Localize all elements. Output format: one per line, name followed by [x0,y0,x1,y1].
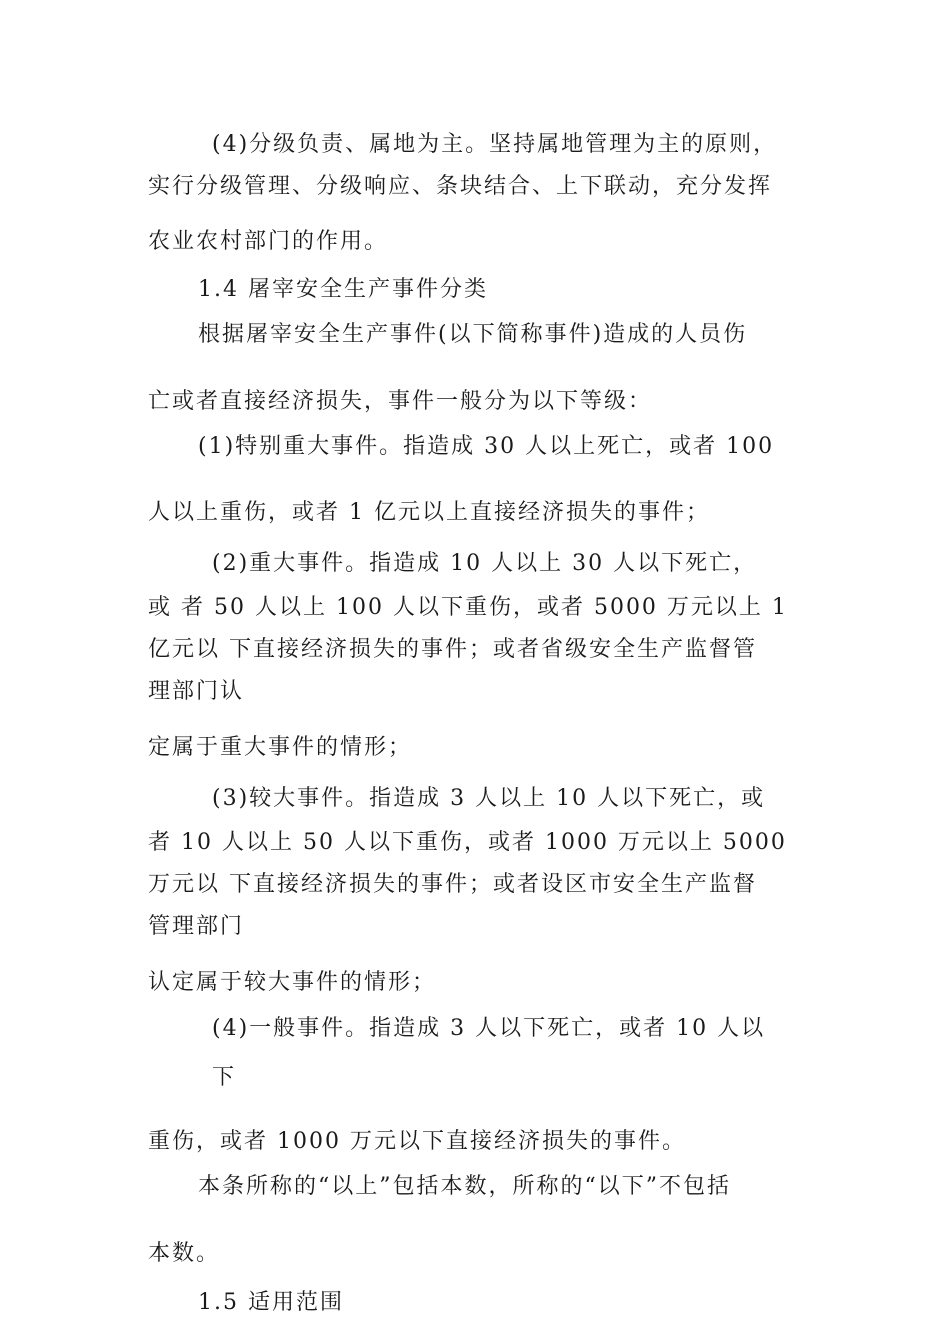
level-1-line-2: 人以上重伤，或者 1 亿元以上直接经济损失的事件； [148,500,710,525]
note-line-1: 本条所称的“以上”包括本数，所称的“以下”不包括 [198,1174,731,1199]
level-2-line-1: (2)重大事件。指造成 10 人以上 30 人以下死亡， [212,551,758,576]
paragraph-4-line-3: 农业农村部门的作用。 [148,229,389,254]
level-2-line-2: 或 者 50 人以上 100 人以下重伤，或者 5000 万元以上 1 [148,595,788,620]
paragraph-4-line-2: 实行分级管理、分级响应、条块结合、上下联动，充分发挥 [148,174,773,199]
level-4-line-1: (4)一般事件。指造成 3 人以下死亡，或者 10 人以 [212,1016,766,1041]
section-heading-1-5: 1.5 适用范围 [198,1290,344,1315]
section-heading-1-4: 1.4 屠宰安全生产事件分类 [198,277,488,302]
level-3-line-4: 管理部门 [148,914,245,939]
level-3-line-1: (3)较大事件。指造成 3 人以上 10 人以下死亡，或 [212,786,766,811]
level-3-line-3: 万元以 下直接经济损失的事件；或者设区市安全生产监督 [148,872,757,897]
level-4-line-3: 重伤，或者 1000 万元以下直接经济损失的事件。 [148,1129,686,1154]
level-2-line-3: 亿元以 下直接经济损失的事件；或者省级安全生产监督管 [148,637,757,662]
level-3-line-5: 认定属于较大事件的情形； [148,970,437,995]
level-3-line-2: 者 10 人以上 50 人以下重伤，或者 1000 万元以上 5000 [148,830,787,855]
level-4-line-2: 下 [212,1065,237,1090]
note-line-2: 本数。 [148,1241,221,1266]
intro-line-2: 亡或者直接经济损失，事件一般分为以下等级： [148,389,653,414]
paragraph-4-line-1: (4)分级负责、属地为主。坚持属地管理为主的原则， [212,132,778,157]
level-1-line-1: (1)特别重大事件。指造成 30 人以上死亡，或者 100 [198,434,775,459]
level-2-line-5: 定属于重大事件的情形； [148,735,413,760]
intro-line-1: 根据屠宰安全生产事件(以下简称事件)造成的人员伤 [198,322,748,347]
level-2-line-4: 理部门认 [148,679,245,704]
